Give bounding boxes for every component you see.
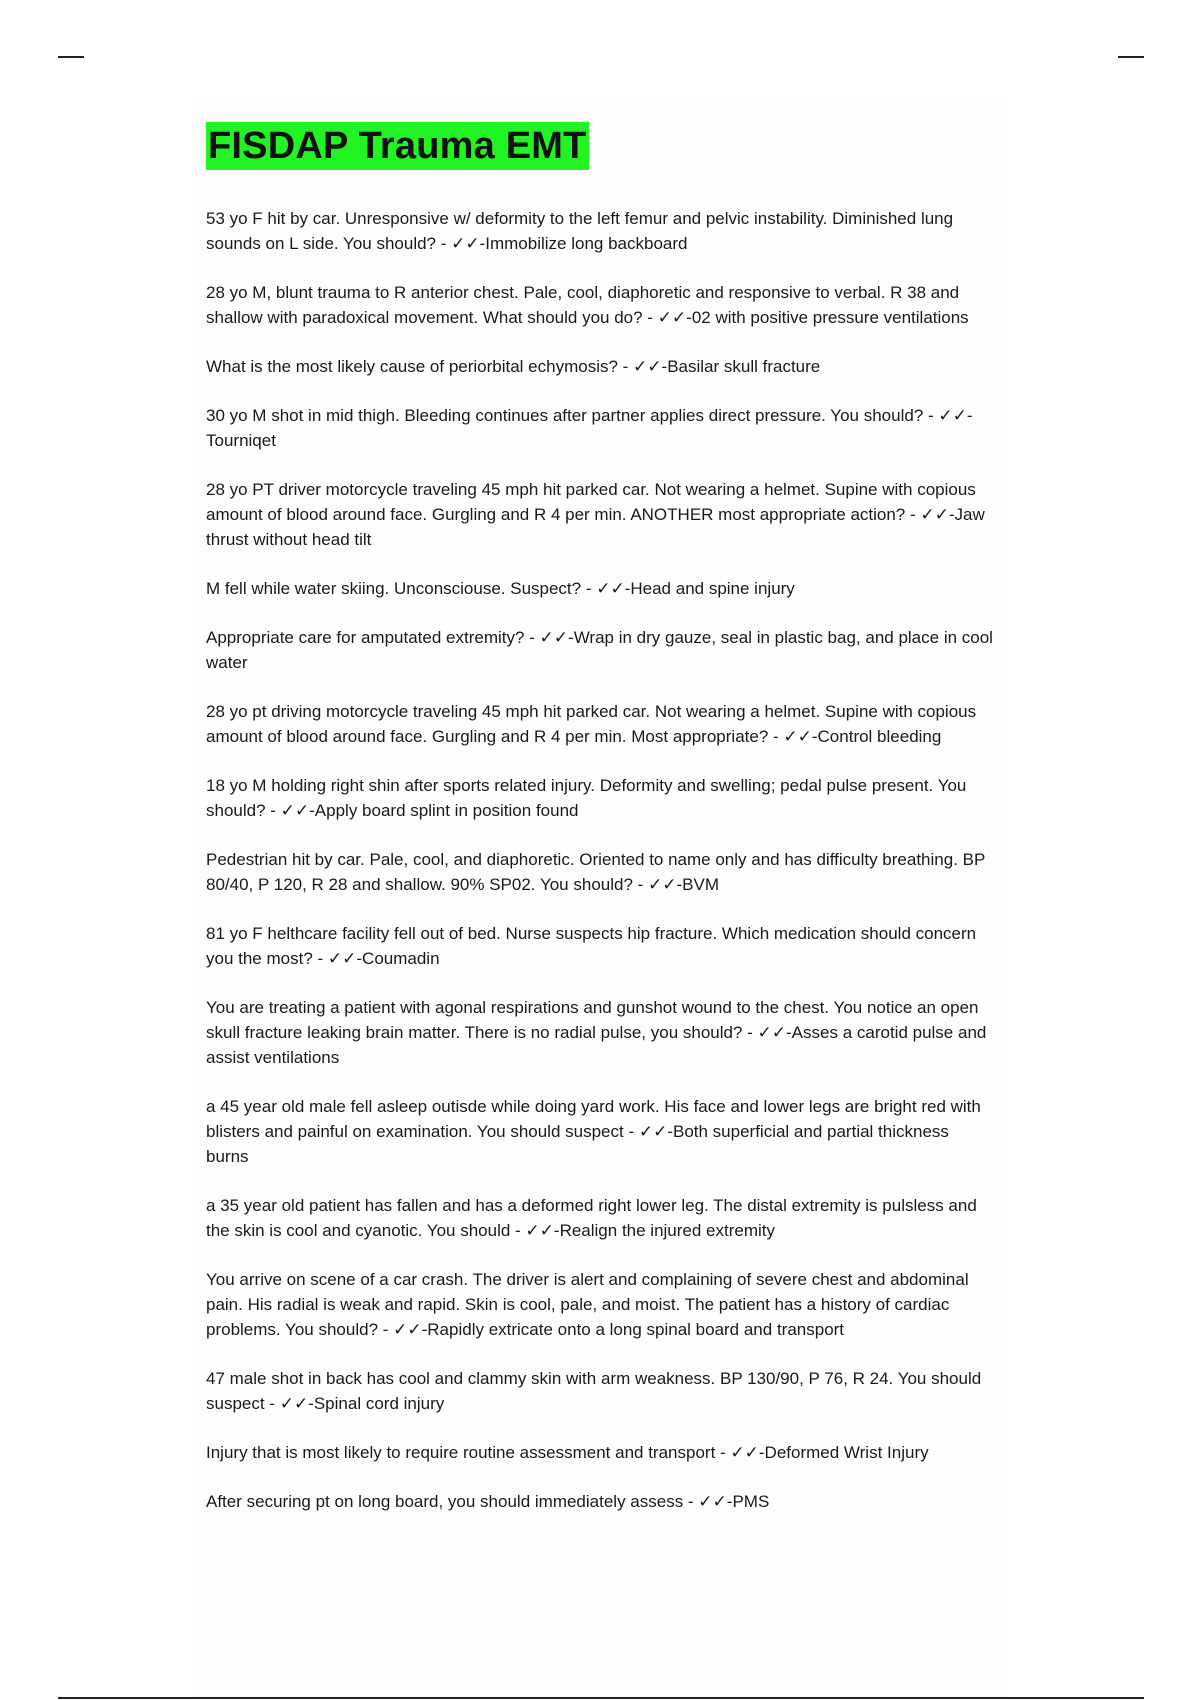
qa-item-6: M fell while water skiing. Unconsciouse. Suspect? - ✓✓-Head and spine injury: [206, 579, 795, 598]
qa-item-13: a 45 year old male fell asleep outisde while doing yard work. His face and lower legs are bright red with blisters and painful on examination. You should suspect - ✓✓-Both superficial and partial thickness burns: [206, 1097, 981, 1166]
qa-item-1: 53 yo F hit by car. Unresponsive w/ deformity to the left femur and pelvic instability. Diminished lung sounds on L side. You should? - ✓✓-Immobilize long backboard: [206, 209, 954, 253]
qa-item-10: Pedestrian hit by car. Pale, cool, and diaphoretic. Oriented to name only and has difficulty breathing. BP 80/40, P 120, R 28 and shallow. 90% SP02. You should? - ✓✓-BVM: [206, 850, 986, 894]
qa-item-12: You are treating a patient with agonal respirations and gunshot wound to the chest. You notice an open skull fracture leaking brain matter. There is no radial pulse, you should? - ✓✓-Asses a carotid pulse and assist ventilations: [206, 998, 987, 1067]
qa-item-16: 47 male shot in back has cool and clammy skin with arm weakness. BP 130/90, P 76, R 24. You should suspect - ✓✓-Spinal cord injury: [206, 1369, 982, 1413]
qa-item-11: 81 yo F helthcare facility fell out of bed. Nurse suspects hip fracture. Which medication should concern you the most? - ✓✓-Coumadin: [206, 924, 977, 968]
qa-item-18: After securing pt on long board, you should immediately assess - ✓✓-PMS: [206, 1492, 770, 1511]
qa-item-8: 28 yo pt driving motorcycle traveling 45 mph hit parked car. Not wearing a helmet. Supine with copious amount of blood around face. Gurgling and R 4 per min. Most appropriate? - ✓✓-Control bleeding: [206, 702, 977, 746]
qa-item-3: What is the most likely cause of periorbital echymosis? - ✓✓-Basilar skull fracture: [206, 357, 821, 376]
bottom-page-rule: [58, 1697, 1144, 1699]
qa-item-9: 18 yo M holding right shin after sports related injury. Deformity and swelling; pedal pulse present. You should? - ✓✓-Apply board splint in position found: [206, 776, 967, 820]
qa-item-15: You arrive on scene of a car crash. The driver is alert and complaining of severe chest and abdominal pain. His radial is weak and rapid. Skin is cool, pale, and moist. The patient has a history of cardiac problems. You should? - ✓✓-Rapidly extricate onto a long spinal board and transport: [206, 1270, 969, 1339]
qa-item-4: 30 yo M shot in mid thigh. Bleeding continues after partner applies direct pressure. You should? - ✓✓-Tourniqet: [206, 406, 973, 450]
qa-item-5: 28 yo PT driver motorcycle traveling 45 mph hit parked car. Not wearing a helmet. Supine with copious amount of blood around face. Gurgling and R 4 per min. ANOTHER most appropriate action? - ✓✓-Jaw thrust without head tilt: [206, 480, 985, 549]
document-page: [192, 96, 1006, 1700]
corner-crop-mark-left: [58, 56, 84, 58]
qa-item-14: a 35 year old patient has fallen and has a deformed right lower leg. The distal extremity is pulsless and the skin is cool and cyanotic. You should - ✓✓-Realign the injured extremity: [206, 1196, 977, 1240]
title-container: [192, 96, 1006, 170]
qa-list: [192, 206, 1006, 1514]
qa-item-7: Appropriate care for amputated extremity? - ✓✓-Wrap in dry gauze, seal in plastic bag, and place in cool water: [206, 628, 993, 672]
document-title: FISDAP Trauma EMT: [206, 122, 589, 170]
corner-crop-mark-right: [1118, 56, 1144, 58]
qa-item-17: Injury that is most likely to require routine assessment and transport - ✓✓-Deformed Wrist Injury: [206, 1443, 929, 1462]
qa-item-2: 28 yo M, blunt trauma to R anterior chest. Pale, cool, diaphoretic and responsive to verbal. R 38 and shallow with paradoxical movement. What should you do? - ✓✓-02 with positive pressure ventilations: [206, 283, 969, 327]
